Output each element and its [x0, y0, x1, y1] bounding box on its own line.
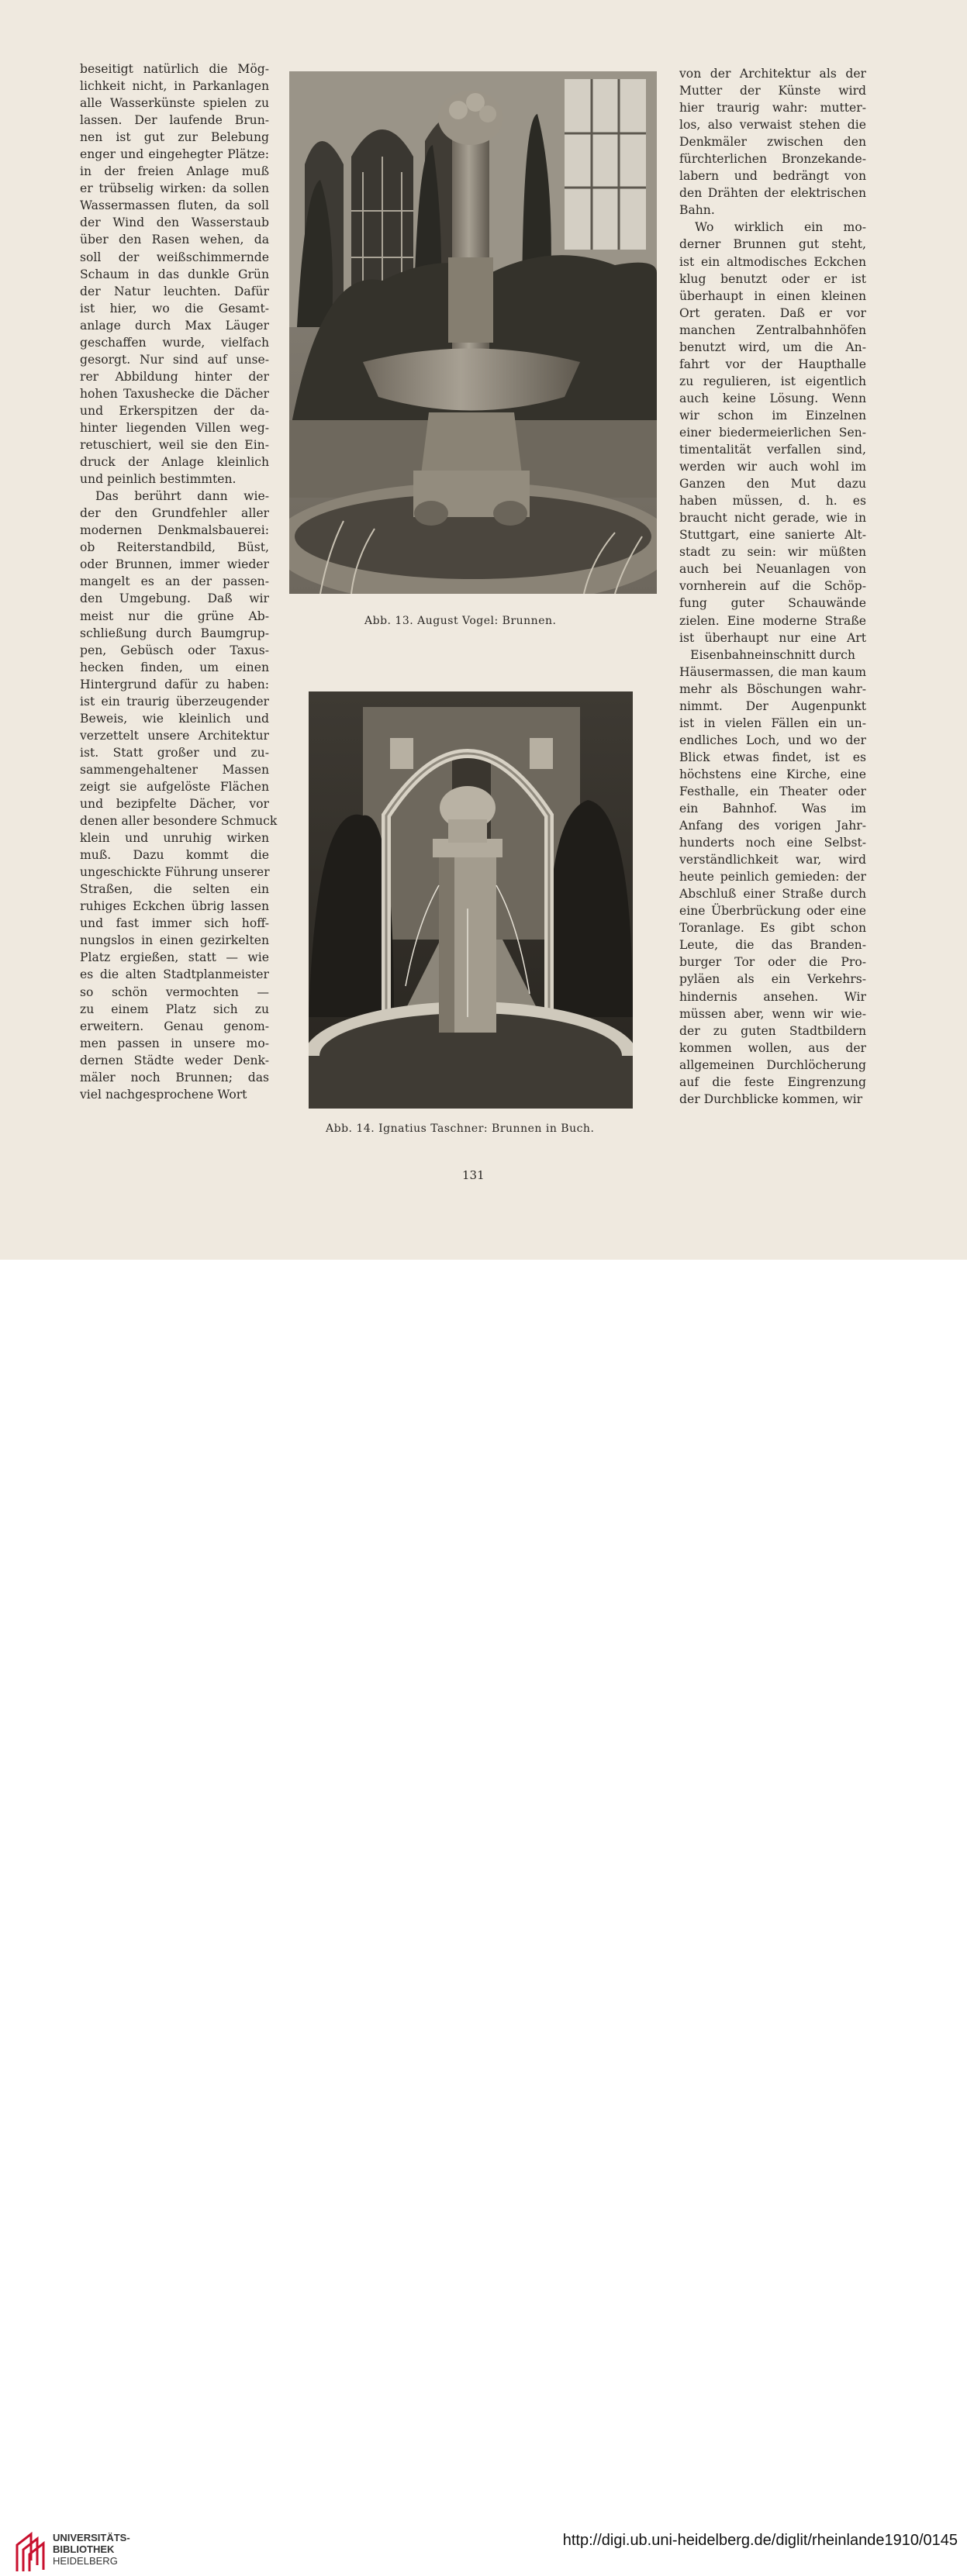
text-line: klug benutzt oder er ist [679, 271, 866, 286]
text-line: es die alten Stadtplanmeister [80, 967, 269, 982]
text-line: hecken finden, um einen [80, 660, 269, 674]
text-line: Denkmäler zwischen den [679, 135, 866, 150]
text-line: kommen wollen, aus der [679, 1040, 866, 1055]
text-line: endliches Loch, und wo der [679, 733, 866, 747]
text-line: Stuttgart, eine sanierte Alt- [679, 528, 866, 543]
text-line: höchstens eine Kirche, eine [679, 767, 866, 781]
text-line: fahrt vor der Haupthalle [679, 357, 866, 371]
text-line: men passen in unsere mo- [80, 1036, 269, 1050]
footer-bar [0, 1260, 967, 2567]
figure-14-photo [309, 691, 633, 1109]
text-line: rer Abbildung hinter der [80, 369, 269, 384]
text-line: stadt zu sein: wir müßten [679, 545, 866, 560]
text-line: verständlichkeit war, wird [679, 853, 866, 867]
library-name-line-2: BIBLIOTHEK [53, 2543, 115, 2555]
source-url-link[interactable]: http://digi.ub.uni-heidelberg.de/diglit/rheinlande1910/0145 [562, 2532, 958, 2549]
figure-13-photo [289, 71, 657, 594]
text-line: soll der weißschimmernde [80, 250, 269, 264]
text-line: Platz ergießen, statt — wie [80, 950, 269, 965]
text-line: mäler noch Brunnen; das [80, 1070, 269, 1085]
text-line: modernen Denkmalsbauerei: [80, 523, 269, 538]
text-line: von der Architektur als der [679, 67, 866, 81]
text-line: ist überhaupt nur eine Art [679, 630, 866, 645]
text-line: sammengehaltener Massen [80, 762, 269, 777]
text-line: und peinlich bestimmten. [80, 472, 237, 487]
text-line: eine Überbrückung oder eine [679, 904, 866, 919]
text-line: los, also verwaist stehen die [679, 118, 866, 133]
text-line: Eisenbahneinschnitt durch [690, 647, 855, 662]
text-line: Hintergrund dafür zu haben: [80, 677, 269, 691]
text-line: burger Tor oder die Pro- [679, 955, 866, 970]
text-line: Wassermassen fluten, da soll [80, 198, 269, 213]
text-line: hindernis ansehen. Wir [679, 989, 866, 1004]
text-line: Beweis, wie kleinlich und [80, 711, 269, 726]
text-line: vornherein auf die Schöp- [679, 579, 866, 594]
text-line: schließung durch Baumgrup- [80, 626, 269, 640]
text-line: hohen Taxushecke die Dächer [80, 386, 269, 401]
text-line: ist ein altmodisches Eckchen [679, 254, 866, 269]
figure-14-caption: Abb. 14. Ignatius Taschner: Brunnen in Buch. [326, 1122, 595, 1135]
text-line: pyläen als ein Verkehrs- [679, 972, 866, 987]
text-line: zu einem Platz sich zu [80, 1002, 269, 1016]
text-line: Ganzen den Mut dazu [679, 477, 866, 491]
text-line: geschaffen wurde, vielfach [80, 335, 269, 350]
text-line: gesorgt. Nur sind auf unse- [80, 352, 269, 367]
text-line: zielen. Eine moderne Straße [679, 613, 866, 628]
text-line: so schön vermochten — [80, 985, 269, 999]
library-name-line-3: HEIDELBERG [53, 2555, 118, 2567]
text-line: lassen. Der laufende Brun- [80, 113, 269, 128]
text-line: fung guter Schauwände [679, 596, 866, 611]
library-name [53, 2532, 130, 2567]
page-number: 131 [462, 1168, 485, 1182]
text-line: fürchterlichen Bronzekande- [679, 152, 866, 167]
text-line: einer biedermeierlichen Sen- [679, 425, 866, 440]
text-line: der Wind den Wasserstaub [80, 216, 269, 230]
text-line: manchen Zentralbahnhöfen [679, 322, 866, 337]
text-line: allgemeinen Durchlöcherung [679, 1057, 866, 1072]
text-line: oder Brunnen, immer wieder [80, 557, 269, 572]
text-line: pen, Gebüsch oder Taxus- [80, 643, 269, 657]
text-line: meist nur die grüne Ab- [80, 609, 269, 623]
text-line: hunderts noch eine Selbst- [679, 836, 866, 850]
text-line: alle Wasserkünste spielen zu [80, 96, 269, 111]
figure-13-caption: Abb. 13. August Vogel: Brunnen. [364, 615, 557, 627]
text-line: dernen Städte weder Denk- [80, 1053, 269, 1067]
text-line: Das berührt dann wie- [95, 489, 269, 504]
text-line: den Drähten der elektrischen [679, 186, 866, 201]
text-line: timentalität verfallen sind, [679, 443, 866, 457]
text-line: zu regulieren, ist eigentlich [679, 374, 866, 388]
text-line: müssen aber, wenn wir wie- [679, 1006, 866, 1021]
text-line: anlage durch Max Läuger [80, 318, 269, 333]
text-line: haben müssen, d. h. es [679, 494, 866, 509]
text-line: benutzt wird, um die An- [679, 340, 866, 354]
university-library-logo-icon [12, 2529, 47, 2576]
text-line: er trübselig wirken: da sollen [80, 181, 269, 196]
text-line: Ort geraten. Daß er vor [679, 305, 866, 320]
text-line: mangelt es an der passen- [80, 574, 269, 589]
text-line: hier traurig wahr: mutter- [679, 101, 866, 116]
text-line: wir schon im Einzelnen [679, 408, 866, 422]
right-text-column [679, 65, 866, 1108]
text-line: ist. Statt großer und zu- [80, 745, 269, 760]
text-line: viel nachgesprochene Wort [80, 1087, 247, 1102]
text-line: lichkeit nicht, in Parkanlagen [80, 79, 269, 94]
text-line: hinter liegenden Villen weg- [80, 420, 269, 435]
library-name-line-1: UNIVERSITÄTS- [53, 2532, 130, 2543]
text-line: Festhalle, ein Theater oder [679, 784, 866, 798]
text-line: Schaum in das dunkle Grün [80, 267, 269, 281]
text-line: zeigt sie aufgelöste Flächen [80, 779, 269, 794]
text-line: der zu guten Stadtbildern [679, 1023, 866, 1038]
scanned-page [0, 0, 967, 1260]
text-line: ungeschickte Führung unserer [80, 865, 270, 880]
text-line: der Natur leuchten. Dafür [80, 284, 269, 298]
text-line: verzettelt unsere Architektur [80, 728, 269, 743]
text-line: denen aller besondere Schmuck [80, 814, 278, 829]
text-line: beseitigt natürlich die Mög- [80, 62, 269, 76]
text-line: ob Reiterstandbild, Büst, [80, 540, 269, 555]
text-line: überhaupt in einen kleinen [679, 288, 866, 303]
text-line: Leute, die das Branden- [679, 938, 866, 953]
text-line: enger und eingehegter Plätze: [80, 147, 269, 162]
left-text-column [80, 60, 278, 1103]
text-line: auf die feste Eingrenzung [679, 1074, 866, 1089]
text-line: Straßen, die selten ein [80, 882, 269, 897]
text-line: nimmt. Der Augenpunkt [679, 698, 866, 713]
text-line: mehr als Böschungen wahr- [679, 681, 866, 696]
text-line: ist hier, wo die Gesamt- [80, 301, 269, 316]
text-line: derner Brunnen gut steht, [679, 237, 866, 252]
text-line: den Umgebung. Daß wir [80, 591, 269, 606]
text-line: ruhiges Eckchen übrig lassen [80, 899, 269, 914]
text-line: druck der Anlage kleinlich [80, 455, 269, 470]
text-line: ein Bahnhof. Was im [679, 802, 866, 816]
text-line: Mutter der Künste wird [679, 84, 866, 98]
text-line: ist in vielen Fällen ein un- [679, 716, 866, 730]
text-line: der Durchblicke kommen, wir [679, 1091, 863, 1106]
text-line: nen ist gut zur Belebung [80, 130, 269, 145]
text-line: in der freien Anlage muß [80, 164, 269, 179]
text-line: und Erkerspitzen der da- [80, 403, 269, 418]
text-line: Häusermassen, die man kaum [679, 664, 866, 679]
text-line: nungslos in einen gezirkelten [80, 933, 269, 948]
text-line: Toranlage. Es gibt schon [679, 921, 866, 936]
text-line: auch bei Neuanlagen von [679, 562, 866, 577]
text-line: muß. Dazu kommt die [80, 848, 269, 863]
text-line: heute peinlich gemieden: der [679, 870, 866, 885]
arch-fountain-photo-illustration [309, 691, 633, 1109]
text-line: und fast immer sich hoff- [80, 916, 269, 931]
text-line: labern und bedrängt von [679, 169, 866, 184]
text-line: auch keine Lösung. Wenn [679, 391, 866, 405]
text-line: klein und unruhig wirken [80, 831, 269, 846]
text-line: Anfang des vorigen Jahr- [679, 819, 866, 833]
text-line: und bezipfelte Dächer, vor [80, 797, 269, 812]
fountain-photo-illustration [289, 71, 657, 594]
text-line: ist ein traurig überzeugender [80, 694, 269, 709]
text-line: Bahn. [679, 203, 715, 218]
text-line: Wo wirklich ein mo- [695, 220, 866, 235]
text-line: Blick etwas findet, ist es [679, 750, 866, 764]
text-line: werden wir auch wohl im [679, 460, 866, 474]
text-line: über den Rasen wehen, da [80, 233, 269, 247]
text-line: der den Grundfehler aller [80, 506, 269, 521]
text-line: Abschluß einer Straße durch [679, 887, 866, 902]
text-line: retuschiert, weil sie den Ein- [80, 438, 269, 453]
text-line: braucht nicht gerade, wie in [679, 511, 866, 526]
text-line: erweitern. Genau genom- [80, 1019, 269, 1033]
